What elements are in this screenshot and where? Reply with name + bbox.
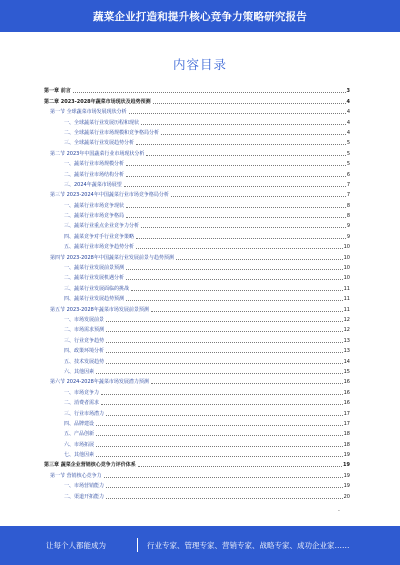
toc-dot-leader <box>106 414 343 416</box>
toc-dot-leader <box>106 341 343 343</box>
toc-entry-page: 4 <box>346 98 350 105</box>
toc-entry-label: 第一节 营销核心竞争力 <box>50 472 102 479</box>
toc-entry-page: 12 <box>343 327 350 334</box>
toc-entry[interactable] <box>44 448 350 458</box>
toc-dot-leader <box>124 185 346 187</box>
toc-entry[interactable] <box>44 479 350 489</box>
footer-bar <box>0 526 400 565</box>
toc-entry[interactable] <box>44 354 350 364</box>
toc-entry-page: 15 <box>343 368 350 375</box>
toc-entry[interactable] <box>44 167 350 177</box>
toc-entry[interactable] <box>44 198 350 208</box>
toc-dot-leader <box>101 393 343 395</box>
table-of-contents <box>44 84 350 500</box>
toc-dot-leader <box>96 434 343 436</box>
toc-dot-leader <box>176 258 343 260</box>
toc-entry-page: 8 <box>346 202 350 209</box>
toc-entry[interactable] <box>44 188 350 198</box>
toc-entry-page: 17 <box>343 420 350 427</box>
report-title: 蔬菜企业打造和提升核心竞争力策略研究报告 <box>93 11 307 23</box>
toc-heading: 内容目录 <box>172 57 227 72</box>
toc-entry-label: 六、其他因素 <box>64 368 95 375</box>
toc-entry-label: 四、品牌建设 <box>64 420 95 427</box>
toc-entry[interactable] <box>44 84 350 94</box>
toc-entry[interactable] <box>44 250 350 260</box>
toc-entry-label: 四、蔬菜行业发展趋势预测 <box>64 296 125 303</box>
toc-entry-page: 14 <box>343 358 350 365</box>
toc-entry-page: 10 <box>343 244 350 251</box>
toc-entry-label: 三、行业竞争趋势 <box>64 337 105 344</box>
toc-entry-label: 一、蔬菜行业市场竞争现状 <box>64 202 125 209</box>
toc-entry[interactable] <box>44 209 350 219</box>
footer-slogan-left: 让每个人都能成为 <box>46 541 106 550</box>
toc-dot-leader <box>106 330 343 332</box>
toc-entry-page: 7 <box>346 181 350 188</box>
toc-dot-leader <box>138 465 342 467</box>
toc-entry-label: 第二节 2023年中国蔬菜行业市场现状分析 <box>50 150 145 157</box>
toc-entry[interactable] <box>44 292 350 302</box>
toc-dot-leader <box>153 102 346 104</box>
toc-entry-page: 12 <box>343 316 350 323</box>
toc-entry-label: 五、产品创新 <box>64 431 95 438</box>
toc-dot-leader <box>126 299 343 301</box>
toc-dot-leader <box>151 310 343 312</box>
toc-entry-page: 17 <box>343 410 350 417</box>
toc-entry-label: 二、蔬菜行业市场结构分析 <box>64 171 125 178</box>
toc-entry-page: 19 <box>343 472 350 479</box>
toc-entry-label: 一、蔬菜行业市场规模分析 <box>64 161 125 168</box>
toc-entry[interactable] <box>44 458 350 468</box>
toc-entry[interactable] <box>44 489 350 499</box>
toc-entry[interactable] <box>44 302 350 312</box>
toc-entry-label: 一、市场竞争力 <box>64 389 100 396</box>
toc-entry[interactable] <box>44 396 350 406</box>
toc-entry[interactable] <box>44 115 350 125</box>
toc-dot-leader <box>141 123 346 125</box>
toc-dot-leader <box>126 268 343 270</box>
toc-entry-page: 18 <box>343 431 350 438</box>
toc-entry-page: 11 <box>343 306 350 313</box>
toc-entry[interactable] <box>44 146 350 156</box>
toc-entry-page: 10 <box>343 265 350 272</box>
toc-entry-page: 16 <box>343 400 350 407</box>
toc-entry[interactable] <box>44 261 350 271</box>
toc-dot-leader <box>101 403 343 405</box>
toc-dot-leader <box>126 175 346 177</box>
toc-dot-leader <box>131 289 343 291</box>
toc-entry[interactable] <box>44 178 350 188</box>
toc-entry-page: 20 <box>343 493 350 500</box>
toc-dot-leader <box>146 154 345 156</box>
toc-entry-label: 五、技术发展趋势 <box>64 358 105 365</box>
toc-entry-page: 5 <box>346 150 350 157</box>
toc-entry[interactable] <box>44 126 350 136</box>
toc-entry-label: 第一节 全球蔬菜市场发展现状分析 <box>50 109 127 116</box>
toc-entry-page: 4 <box>346 109 350 116</box>
toc-dot-leader <box>73 91 346 93</box>
toc-entry-label: 四、政策环境分析 <box>64 348 105 355</box>
toc-entry[interactable] <box>44 219 350 229</box>
toc-entry-page: 18 <box>343 441 350 448</box>
toc-entry-label: 二、市场需求预测 <box>64 327 105 334</box>
page-marker: - <box>338 508 340 514</box>
toc-entry-label: 三、全球蔬菜行业发展趋势分析 <box>64 140 135 147</box>
toc-entry-label: 一、市场营销能力 <box>64 483 105 490</box>
toc-entry-label: 第一章 前言 <box>44 88 71 95</box>
toc-entry[interactable] <box>44 136 350 146</box>
toc-entry-page: 19 <box>343 452 350 459</box>
toc-entry-label: 三、行业市场潜力 <box>64 410 105 417</box>
toc-dot-leader <box>104 476 343 478</box>
toc-entry-page: 10 <box>343 254 350 261</box>
toc-entry[interactable] <box>44 427 350 437</box>
footer-divider <box>137 538 138 552</box>
toc-dot-leader <box>141 226 346 228</box>
toc-entry-page: 8 <box>346 213 350 220</box>
toc-dot-leader <box>106 486 343 488</box>
toc-dot-leader <box>126 164 346 166</box>
toc-entry-label: 二、蔬菜行业发展机遇分析 <box>64 275 125 282</box>
toc-entry-page: 19 <box>343 483 350 490</box>
toc-entry[interactable] <box>44 333 350 343</box>
toc-entry[interactable] <box>44 229 350 239</box>
toc-entry-page: 5 <box>346 140 350 147</box>
toc-entry[interactable] <box>44 105 350 115</box>
toc-entry-label: 第三节 2023-2024年中国蔬菜行业市场竞争格局分析 <box>50 192 169 199</box>
toc-entry[interactable] <box>44 240 350 250</box>
toc-dot-leader <box>171 195 346 197</box>
toc-entry-label: 三、蔬菜行业重点企业竞争力分析 <box>64 223 140 230</box>
toc-dot-leader <box>136 247 343 249</box>
toc-entry-page: 4 <box>346 129 350 136</box>
toc-dot-leader <box>126 206 346 208</box>
toc-entry-page: 9 <box>346 233 350 240</box>
toc-dot-leader <box>136 143 346 145</box>
toc-entry-label: 第六节 2024-2028年蔬菜市场发展潜力预测 <box>50 379 149 386</box>
toc-entry-label: 六、市场拓展 <box>64 441 95 448</box>
toc-entry-page: 10 <box>343 275 350 282</box>
toc-dot-leader <box>96 424 343 426</box>
toc-dot-leader <box>136 237 346 239</box>
toc-dot-leader <box>96 372 343 374</box>
toc-entry[interactable] <box>44 406 350 416</box>
toc-dot-leader <box>151 382 343 384</box>
toc-entry-page: 13 <box>343 348 350 355</box>
toc-entry[interactable] <box>44 344 350 354</box>
toc-dot-leader <box>106 351 343 353</box>
footer-slogan-right: 行业专家、管理专家、营销专家、战略专家、成功企业家…… <box>147 541 350 550</box>
toc-entry-label: 第五节 2023-2028年蔬菜市场发展前景预测 <box>50 306 149 313</box>
toc-entry-label: 二、渠道开拓能力 <box>64 493 105 500</box>
toc-entry-label: 第四节 2023-2028年中国蔬菜行业发展前景与趋势预测 <box>50 254 174 261</box>
toc-entry-label: 第三章 蔬菜企业营销核心竞争力评价体系 <box>44 462 136 469</box>
toc-entry-page: 9 <box>346 223 350 230</box>
toc-dot-leader <box>96 455 343 457</box>
toc-entry[interactable] <box>44 365 350 375</box>
toc-entry-page: 13 <box>343 337 350 344</box>
toc-entry-label: 二、消费者需求 <box>64 400 100 407</box>
toc-entry-label: 三、蔬菜行业发展面临的挑战 <box>64 285 130 292</box>
toc-entry[interactable] <box>44 468 350 478</box>
toc-entry-label: 一、蔬菜行业发展前景预测 <box>64 265 125 272</box>
toc-entry[interactable] <box>44 313 350 323</box>
toc-entry[interactable] <box>44 375 350 385</box>
toc-entry-label: 四、蔬菜竞争对手行业竞争策略 <box>64 233 135 240</box>
toc-entry-label: 七、其他因素 <box>64 452 95 459</box>
toc-entry[interactable] <box>44 417 350 427</box>
toc-entry-page: 16 <box>343 379 350 386</box>
toc-entry-page: 3 <box>346 88 350 95</box>
toc-dot-leader <box>106 497 343 499</box>
toc-entry[interactable] <box>44 281 350 291</box>
toc-dot-leader <box>129 112 346 114</box>
toc-entry-label: 二、蔬菜行业市场竞争格局 <box>64 213 125 220</box>
toc-entry[interactable] <box>44 437 350 447</box>
toc-dot-leader <box>126 278 343 280</box>
toc-entry[interactable] <box>44 385 350 395</box>
toc-entry[interactable] <box>44 323 350 333</box>
toc-entry-label: 三、2024年蔬菜市场展望 <box>64 181 122 188</box>
toc-entry-page: 5 <box>346 161 350 168</box>
toc-entry-label: 一、全球蔬菜行业发展历程和现状 <box>64 119 140 126</box>
toc-entry-page: 11 <box>343 285 350 292</box>
toc-dot-leader <box>126 216 346 218</box>
toc-entry[interactable] <box>44 271 350 281</box>
toc-dot-leader <box>106 362 343 364</box>
toc-entry-page: 19 <box>343 462 350 469</box>
toc-dot-leader <box>106 320 343 322</box>
report-header-bar <box>0 0 400 32</box>
toc-entry-page: 16 <box>343 389 350 396</box>
toc-entry-page: 11 <box>343 296 350 303</box>
toc-entry-page: 4 <box>346 119 350 126</box>
toc-entry-label: 五、蔬菜行业市场竞争趋势分析 <box>64 244 135 251</box>
toc-entry-label: 二、全球蔬菜行业市场规模和竞争格局分析 <box>64 129 160 136</box>
toc-entry-page: 6 <box>346 171 350 178</box>
toc-dot-leader <box>161 133 346 135</box>
toc-entry-label: 一、市场发展前景 <box>64 316 105 323</box>
toc-entry-page: 7 <box>346 192 350 199</box>
toc-entry[interactable] <box>44 94 350 104</box>
toc-entry-label: 第二章 2023-2028年蔬菜市场现状及趋势预测 <box>44 98 151 105</box>
toc-dot-leader <box>96 445 343 447</box>
toc-entry[interactable] <box>44 157 350 167</box>
